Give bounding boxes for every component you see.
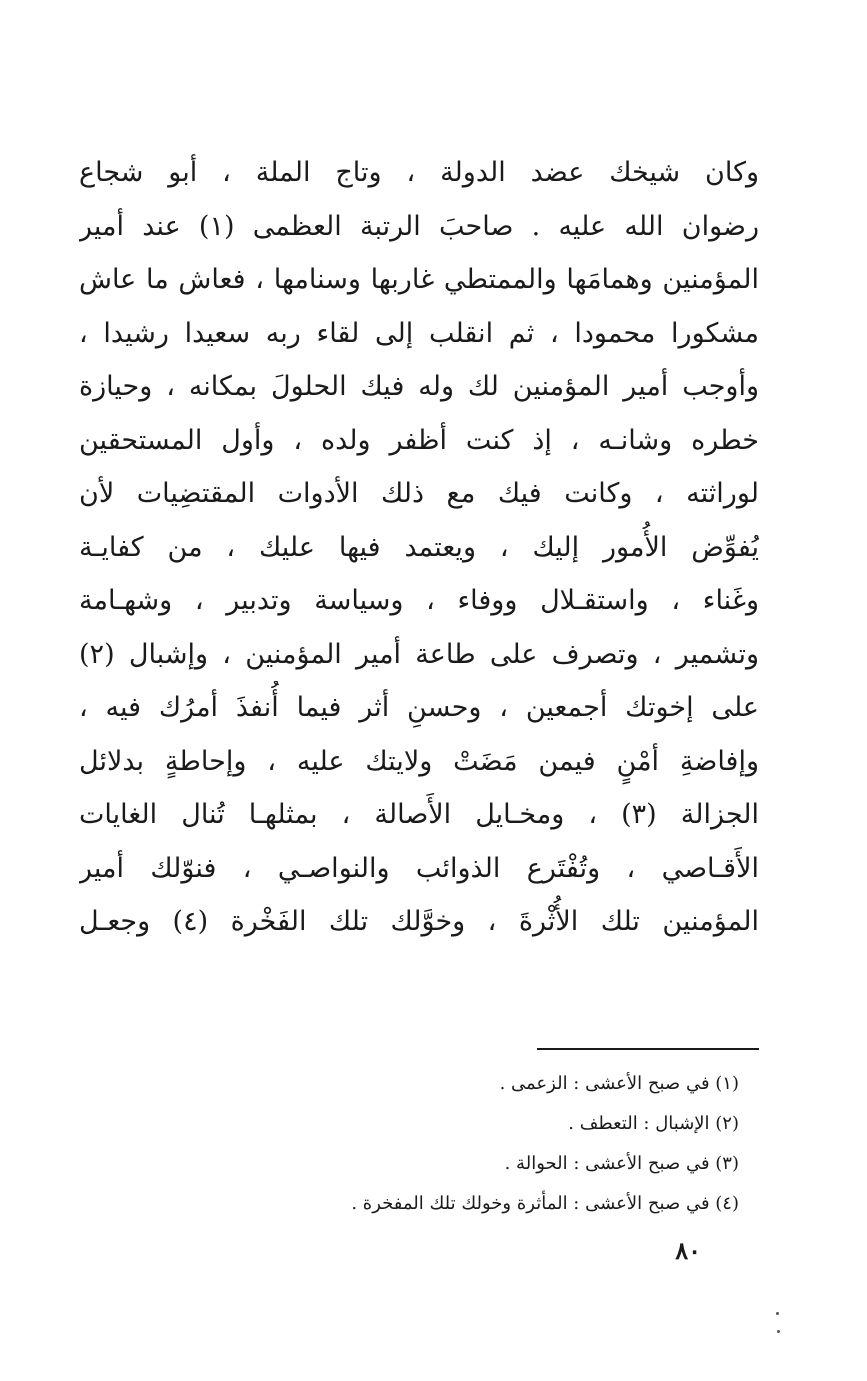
text-line: خطره وشانـه ، إذ كنت أظفر ولده ، وأول المستحقين	[79, 424, 759, 456]
text-line: المؤمنين وهمامَها والممتطي غاربها وسنامها ، فعاش ما عاش	[79, 264, 759, 295]
text-line: الجزالة (٣) ، ومخـايل الأَصالة ، بمثلهـا تُنال الغايات	[79, 799, 759, 830]
text-line: وتشمير ، وتصرف على طاعة أمير المؤمنين ، وإشبال (٢)	[79, 638, 759, 670]
scan-speck	[776, 1312, 779, 1315]
text-line: وإفاضةِ أمْنٍ فيمن مَضَتْ ولايتك عليه ، وإحاطةٍ بدلائل	[79, 745, 759, 777]
footnotes	[119, 1064, 739, 1224]
footnote: (٣) في صبح الأعشى : الحوالة .	[504, 1153, 739, 1174]
text-line: لوراثته ، وكانت فيك مع ذلك الأدوات المقتضِيات لأن	[79, 478, 759, 509]
text-line: وغَناء ، واستقـلال ووفاء ، وسياسة وتدبير ، وشهـامة	[79, 585, 759, 616]
scan-speck	[777, 1330, 780, 1333]
text-line: رضوان الله عليه . صاحبَ الرتبة العظمى (١) عند أمير	[79, 210, 759, 242]
text-line: وأوجب أمير المؤمنين لك وله فيك الحلولَ بمكانه ، وحيازة	[79, 371, 759, 402]
text-line: مشكورا محمودا ، ثم انقلب إلى لقاء ربه سعيدا رشيدا ،	[79, 317, 759, 349]
text-line: يُفوِّض الأُمور إليك ، ويعتمد فيها عليك ، من كفايـة	[79, 531, 759, 563]
main-text	[79, 146, 759, 949]
footnote: (٤) في صبح الأعشى : المأثرة وخولك تلك المفخرة .	[351, 1193, 739, 1214]
text-line: وكان شيخك عضد الدولة ، وتاج الملة ، أبو شجاع	[79, 157, 759, 188]
footnote: (١) في صبح الأعشى : الزعمى .	[499, 1073, 739, 1094]
text-line: المؤمنين تلك الأُثْرةَ ، وخوَّلك تلك الفَخْرة (٤) وجعـل	[79, 906, 759, 937]
footnote-separator	[537, 1048, 759, 1050]
page-number: ٨٠	[675, 1236, 701, 1265]
text-line: الأَقـاصي ، وتُفْتَرع الذوائب والنواصـي ، فنوّلك أمير	[79, 852, 759, 884]
text-line: على إخوتك أجمعين ، وحسنِ أثر فيما أُنفذَ أمرُك فيه ،	[79, 692, 759, 723]
footnote: (٢) الإشبال : التعطف .	[568, 1113, 739, 1134]
